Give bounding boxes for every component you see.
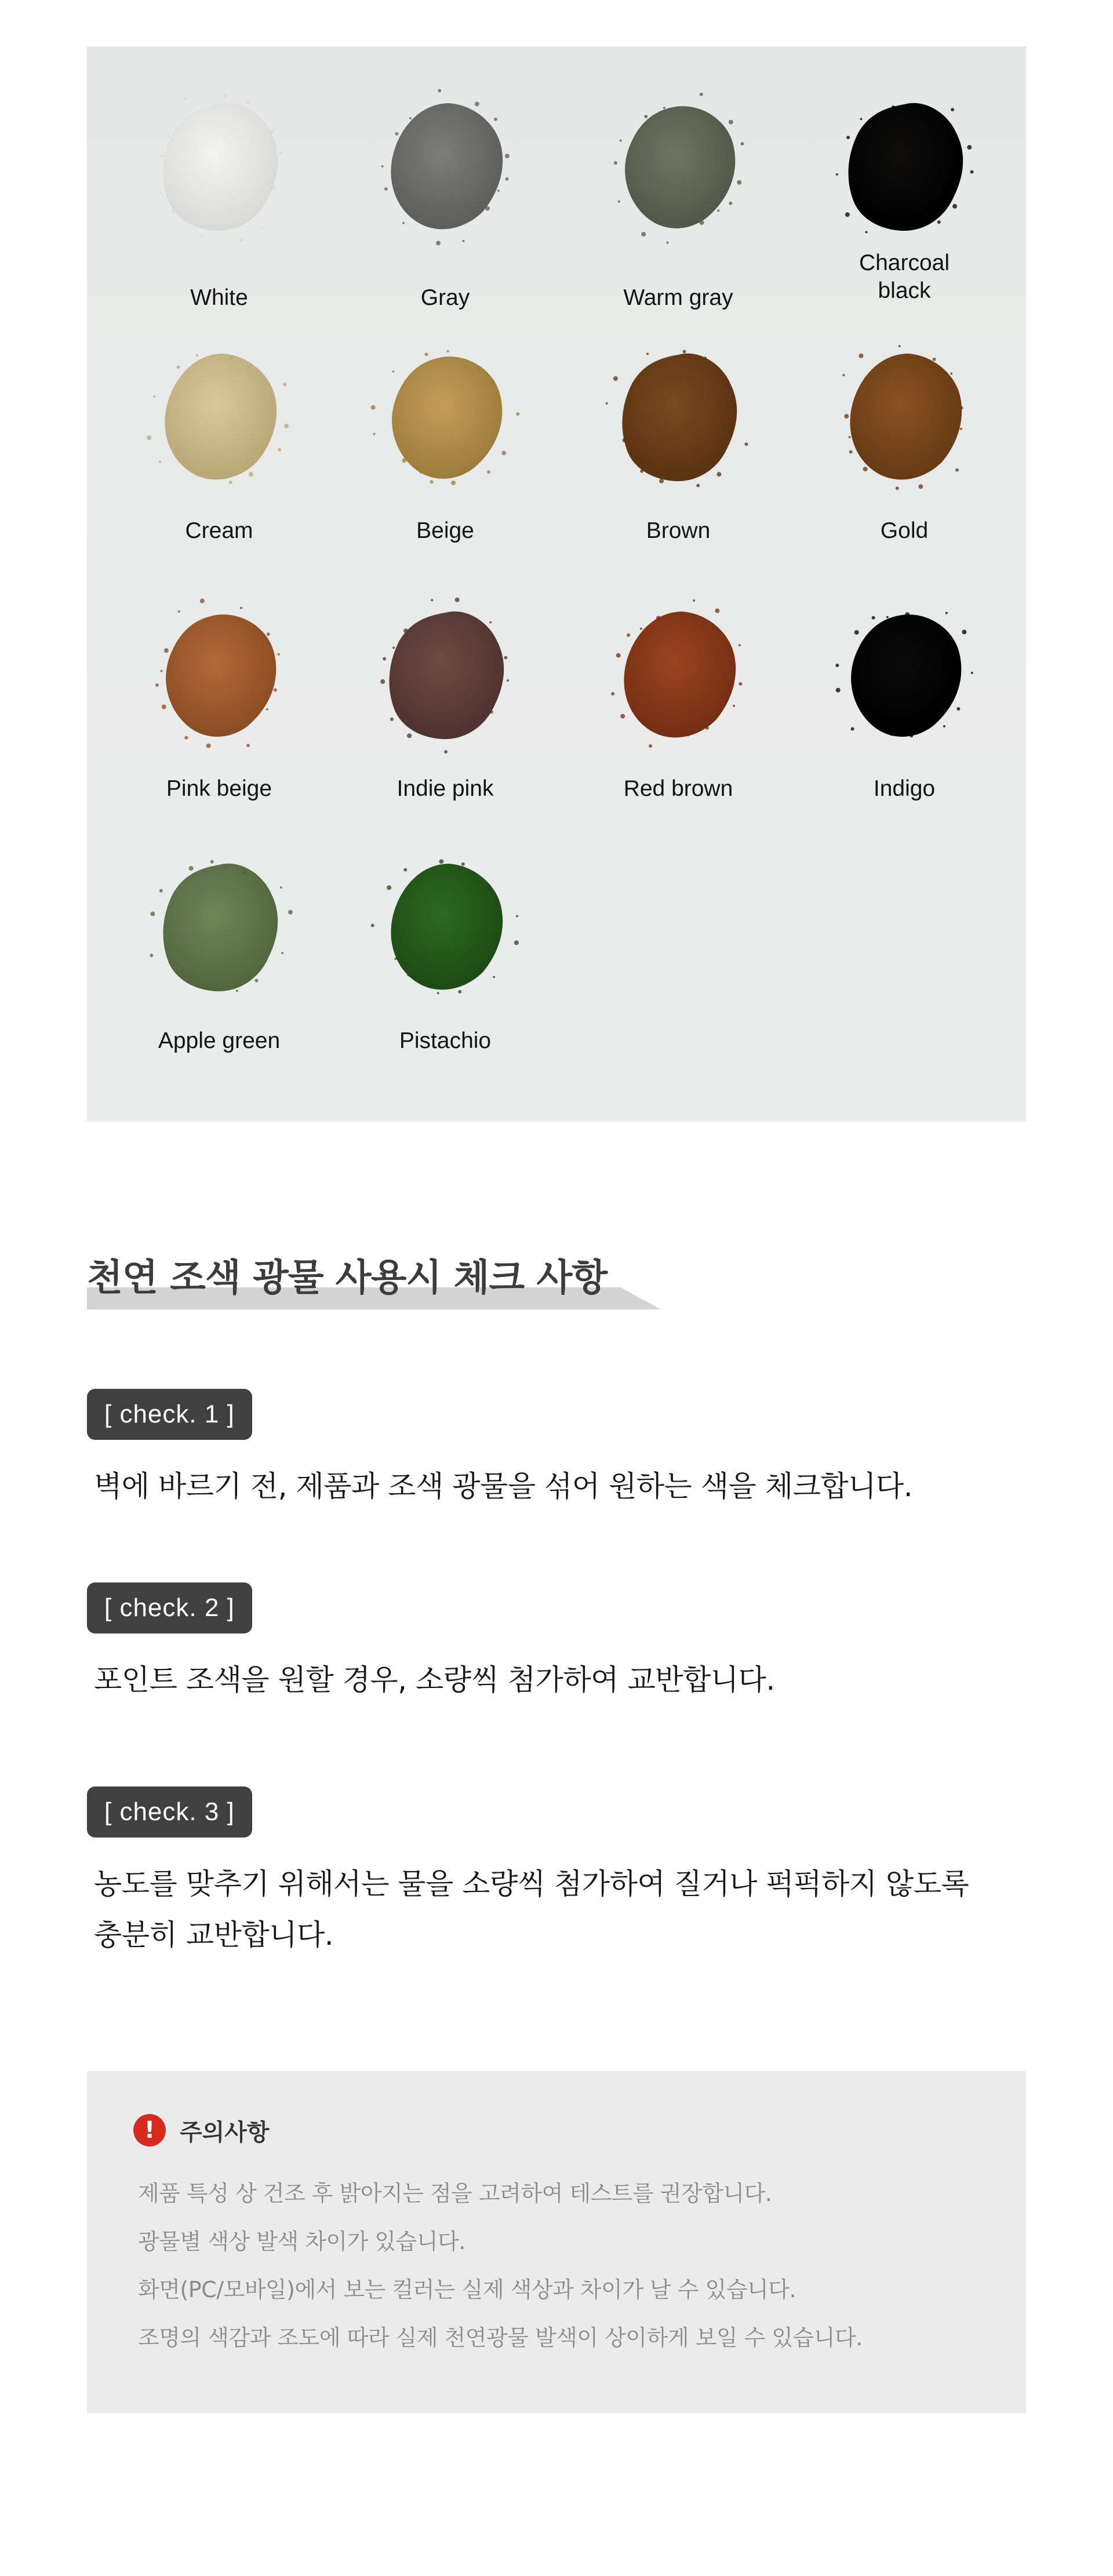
pigment-powder-image [152,601,286,752]
swatch-label: Gold [880,518,929,543]
swatch-label: Red brown [623,776,733,801]
check-item-2 [87,1582,1026,1705]
caution-box [87,2071,1026,2413]
swatch-label: Brown [646,518,711,543]
pigment-powder-image [152,343,286,494]
caution-item: 조명의 색감과 조도에 따라 실제 천연광물 발색이 상이하게 보일 수 있습니다. [138,2325,863,2351]
swatch-item [358,314,532,558]
pigment-powder-image [838,601,971,752]
section-title: 천연 조색 광물 사용시 체크 사항 [87,1257,608,1300]
check-item-1 [87,1389,1026,1512]
swatch-label: Pink beige [166,776,272,801]
swatch-item [358,64,532,310]
swatch-label: Charcoal black [859,250,950,303]
swatch-label: Beige [416,518,474,543]
pigment-powder-image [612,93,745,243]
swatch-label: Apple green [158,1028,281,1053]
swatch-item [591,314,765,558]
pigment-powder-image [838,93,971,243]
check-text: 포인트 조색을 원할 경우, 소량씩 첨가하여 교반합니다. [94,1663,775,1697]
swatch-item [591,572,765,816]
swatch-item [358,572,532,816]
check-text: 농도를 맞추기 위해서는 물을 소량씩 첨가하여 질거나 퍽퍽하지 않도록 충분히 교반합니다. [94,1867,969,1952]
pigment-powder-image [379,601,512,752]
check-badge: [ check. 1 ] [87,1389,252,1440]
pigment-powder-image [152,853,286,1004]
swatch-item [817,314,991,558]
check-badge: [ check. 3 ] [87,1787,252,1838]
check-badge: [ check. 2 ] [87,1582,252,1633]
pigment-powder-image [612,601,745,752]
pigment-powder-image [612,343,745,494]
check-text: 벽에 바르기 전, 제품과 조색 광물을 섞어 원하는 색을 체크합니다. [94,1469,913,1503]
pigment-powder-image [379,93,512,243]
caution-header [133,2113,270,2148]
caution-item: 광물별 색상 발색 차이가 있습니다. [138,2229,465,2254]
swatch-label: Pistachio [399,1028,492,1053]
swatch-label: Gray [420,285,470,310]
exclamation-icon: ! [133,2114,166,2146]
section-heading [87,1249,667,1313]
swatch-label: Indigo [873,776,936,801]
check-item-3 [87,1787,1026,1960]
swatch-item [132,572,306,816]
swatch-item [132,824,306,1068]
swatch-item [132,314,306,558]
swatch-label: Cream [185,518,253,543]
swatch-item [132,64,306,310]
swatch-item [817,64,991,307]
swatch-label: Warm gray [623,285,733,310]
pigment-swatch-panel [87,46,1026,1122]
swatch-item [591,64,765,310]
pigment-powder-image [379,343,512,494]
swatch-item [358,824,532,1068]
caution-title: 주의사항 [180,2119,270,2146]
caution-list [138,2170,863,2362]
pigment-powder-image [838,343,971,494]
pigment-powder-image [379,853,512,1004]
pigment-powder-image [152,93,286,243]
caution-item: 제품 특성 상 건조 후 밝아지는 점을 고려하여 테스트를 권장합니다. [138,2181,772,2206]
swatch-label: White [190,285,248,310]
caution-item: 화면(PC/모바일)에서 보는 컬러는 실제 색상과 차이가 날 수 있습니다. [138,2277,796,2302]
swatch-item [817,572,991,816]
swatch-label: Indie pink [397,776,494,801]
